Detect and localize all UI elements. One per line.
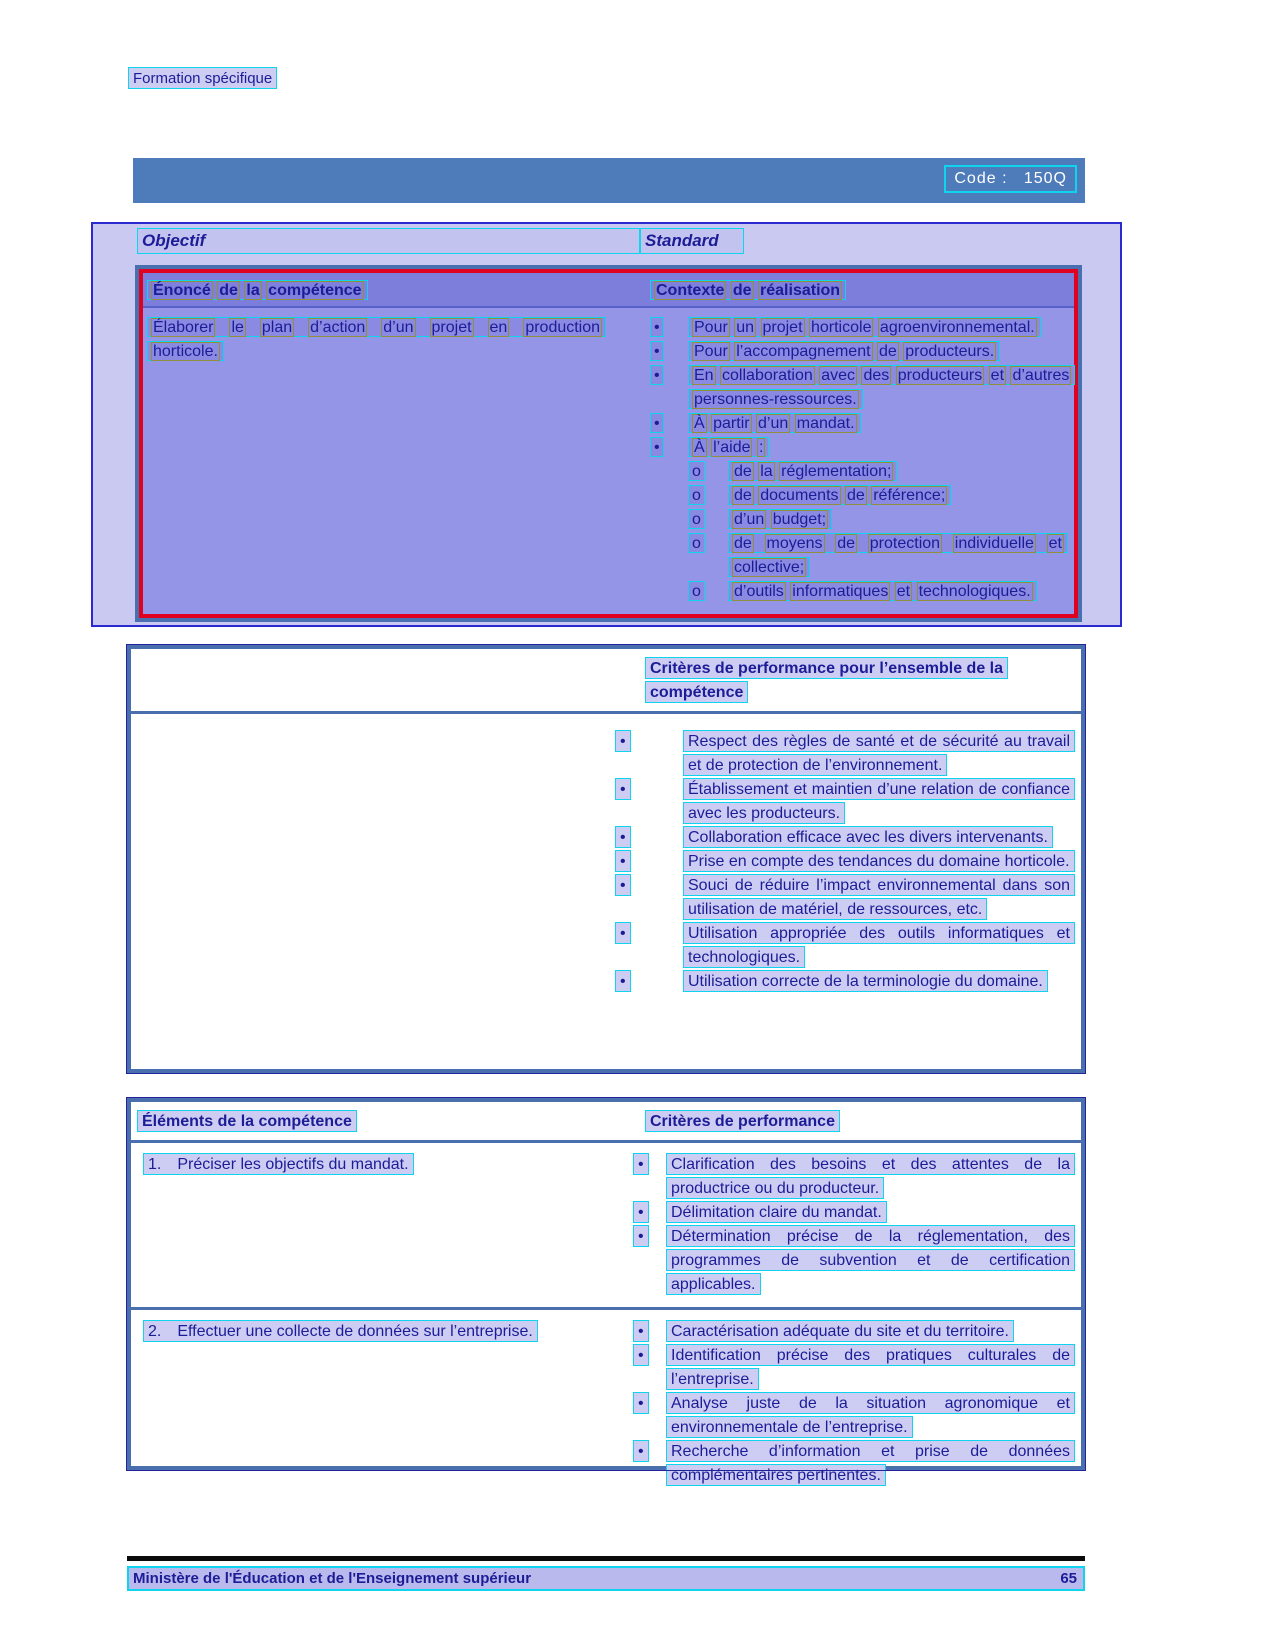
sub-bullet-icon: o: [688, 533, 705, 553]
list-item: [650, 340, 1072, 364]
section-label: [128, 70, 277, 87]
standard-heading: Standard: [640, 228, 744, 254]
elements-table: [127, 1098, 1085, 1484]
section-label-text: Formation spécifique: [128, 67, 277, 89]
bullet-icon: •: [650, 365, 664, 385]
criteres-header: Critères de performance: [645, 1110, 840, 1132]
code-badge: Code : 150Q: [944, 165, 1077, 193]
critere-item: Identification précise des pratiques culturales de l’entreprise.: [666, 1344, 1075, 1390]
contexte-item: À l’aide :: [688, 437, 769, 457]
criteres-ensemble-table: [127, 645, 1085, 1073]
enonce-text: Élaborer le plan d’action d’un projet en production horticole.: [147, 317, 606, 361]
criteres-ensemble-header: Critères de performance pour l’ensemble de la compétence: [645, 657, 1008, 703]
element-number: 2.: [148, 1323, 162, 1340]
enonce-header: Énoncé de la compétence: [147, 280, 368, 300]
bullet-icon: •: [650, 437, 664, 457]
sub-list-item: [688, 532, 1072, 580]
list-item: [650, 436, 1072, 460]
sub-bullet-icon: o: [688, 461, 705, 481]
aide-sub-item: de moyens de protection individuelle et collective;: [728, 533, 1068, 577]
elements-table-header-row: [131, 1102, 1081, 1143]
list-item: [633, 1440, 1075, 1488]
aide-sub-item: d’outils informatiques et technologiques.: [728, 581, 1037, 601]
bullet-icon: •: [650, 341, 664, 361]
criteres-ensemble-list: [131, 714, 1081, 994]
sub-bullet-icon: o: [688, 581, 705, 601]
list-item: [615, 730, 1075, 778]
aide-sub-item: d’un budget;: [728, 509, 832, 529]
bullet-icon: •: [615, 850, 631, 872]
aide-sub-item: de la réglementation;: [728, 461, 897, 481]
bullet-icon: •: [650, 317, 664, 337]
bullet-icon: •: [633, 1344, 649, 1366]
list-item: [633, 1344, 1075, 1392]
sub-bullet-icon: o: [688, 509, 705, 529]
bullet-icon: •: [615, 826, 631, 848]
bullet-icon: •: [650, 413, 664, 433]
element-row-1: [131, 1143, 1081, 1310]
list-item: [615, 826, 1075, 850]
critere-item: Utilisation correcte de la terminologie du domaine.: [683, 970, 1048, 992]
competence-table-body: [143, 308, 1074, 604]
contexte-item: En collaboration avec des producteurs et d’autres personnes-ressources.: [688, 365, 1075, 409]
critere-item: Collaboration efficace avec les divers intervenants.: [683, 826, 1053, 848]
bullet-icon: •: [633, 1392, 649, 1414]
critere-item: Recherche d’information et prise de données complémentaires pertinentes.: [666, 1440, 1075, 1486]
list-item: [615, 970, 1075, 994]
element-cell: [137, 1320, 621, 1488]
critere-item: Clarification des besoins et des attentes de la productrice ou du producteur.: [666, 1153, 1075, 1199]
bullet-icon: •: [615, 874, 631, 896]
bullet-icon: •: [633, 1320, 649, 1342]
contexte-cell: [650, 316, 1072, 604]
sub-list-item: [688, 508, 1072, 532]
criteres-ensemble-header-cell: [615, 649, 1081, 711]
bullet-icon: •: [615, 778, 631, 800]
panel-headings: [137, 228, 1080, 254]
criteres-header-cell: [615, 1102, 1081, 1140]
red-annotation-frame: [139, 269, 1078, 618]
sub-list-item: [688, 580, 1072, 604]
enonce-cell: [147, 316, 650, 604]
critere-item: Détermination précise de la réglementation, des programmes de subvention et de certification applicables.: [666, 1225, 1075, 1295]
contexte-item: À partir d’un mandat.: [688, 413, 861, 433]
bullet-icon: •: [615, 970, 631, 992]
contexte-header: Contexte de réalisation: [650, 280, 846, 300]
critere-item: Prise en compte des tendances du domaine horticole.: [683, 850, 1075, 872]
title-bar: [133, 158, 1085, 203]
criteres-cell: [621, 1320, 1075, 1488]
bullet-icon: •: [633, 1201, 649, 1223]
critere-item: Délimitation claire du mandat.: [666, 1201, 887, 1223]
list-item: [633, 1320, 1075, 1344]
footer-ministry-text: Ministère de l'Éducation et de l'Enseignement supérieur: [133, 1570, 532, 1587]
elements-header: Éléments de la compétence: [137, 1110, 357, 1132]
critere-item: Établissement et maintien d’une relation de confiance avec les producteurs.: [683, 778, 1075, 824]
critere-item: Respect des règles de santé et de sécurité au travail et de protection de l’environnement.: [683, 730, 1075, 776]
sub-list-item: [688, 484, 1072, 508]
list-item: [615, 922, 1075, 970]
contexte-item: Pour l’accompagnement de producteurs.: [688, 341, 1000, 361]
bullet-icon: •: [615, 730, 631, 752]
critere-item: Caractérisation adéquate du site et du territoire.: [666, 1320, 1014, 1342]
critere-item: Analyse juste de la situation agronomique et environnementale de l’entreprise.: [666, 1392, 1075, 1438]
footer: [127, 1566, 1085, 1591]
empty-cell: [131, 649, 615, 711]
list-item: [650, 412, 1072, 436]
bullet-icon: •: [633, 1153, 649, 1175]
footer-page-number: 65: [1060, 1570, 1077, 1587]
aide-sub-item: de documents de référence;: [728, 485, 951, 505]
criteres-cell: [621, 1153, 1075, 1297]
list-item: [615, 874, 1075, 922]
objectif-standard-panel: [91, 222, 1122, 627]
list-item: [615, 778, 1075, 826]
critere-item: Utilisation appropriée des outils informatiques et technologiques.: [683, 922, 1075, 968]
sub-list-item: [688, 460, 1072, 484]
competence-table: [135, 265, 1082, 622]
critere-item: Souci de réduire l’impact environnemental dans son utilisation de matériel, de ressources, etc.: [683, 874, 1075, 920]
list-item: [650, 316, 1072, 340]
contexte-item: Pour un projet horticole agroenvironnemental.: [688, 317, 1041, 337]
list-item: [615, 850, 1075, 874]
objectif-heading: Objectif: [137, 228, 640, 254]
element-row-2: [131, 1310, 1081, 1498]
competence-table-header: [143, 273, 1074, 308]
element-text: Préciser les objectifs du mandat.: [177, 1156, 409, 1173]
list-item: [633, 1392, 1075, 1440]
list-item: [650, 364, 1072, 412]
element-text: Effectuer une collecte de données sur l’entreprise.: [177, 1323, 533, 1340]
list-item: [633, 1153, 1075, 1201]
bullet-icon: •: [633, 1440, 649, 1462]
list-item: [633, 1225, 1075, 1297]
bullet-icon: •: [633, 1225, 649, 1247]
footer-rule: [127, 1556, 1085, 1561]
sub-bullet-icon: o: [688, 485, 705, 505]
list-item: [633, 1201, 1075, 1225]
element-cell: [137, 1153, 621, 1297]
elements-header-cell: [131, 1102, 615, 1140]
criteres-ensemble-header-row: [131, 649, 1081, 714]
element-number: 1.: [148, 1156, 162, 1173]
bullet-icon: •: [615, 922, 631, 944]
